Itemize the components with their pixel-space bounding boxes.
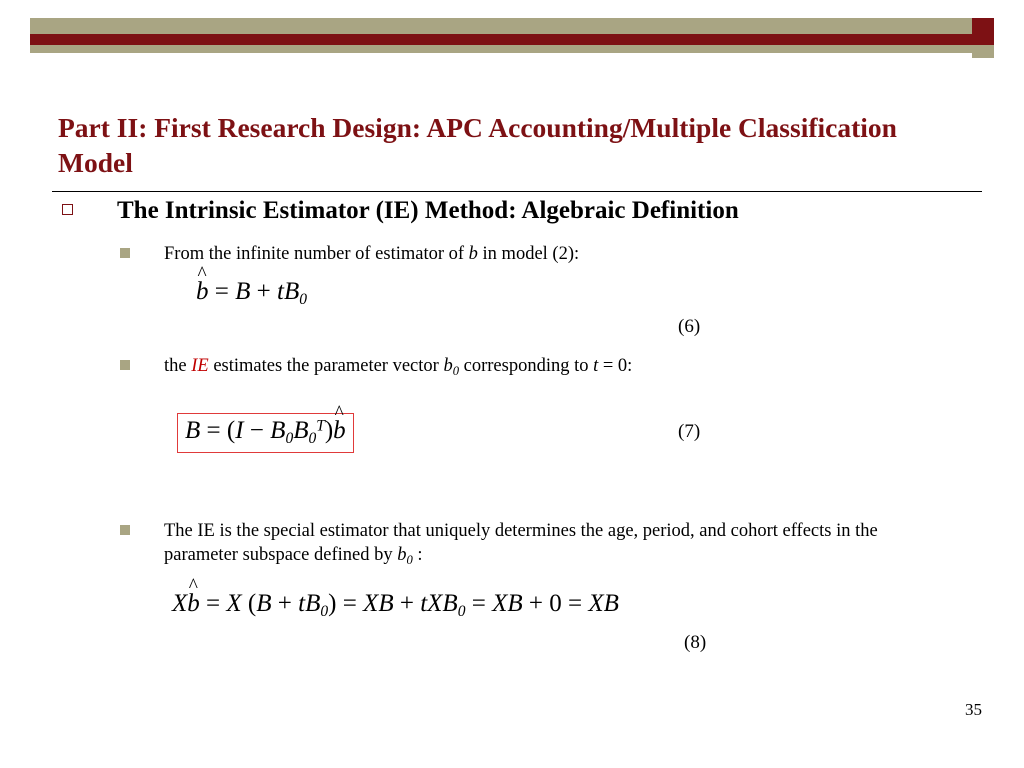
equation-8: Xb ^ = X $(B + tB_0)$ = XB + tXB$_0$ = XB + 0 = XB xyxy=(172,590,619,621)
banner-olive-bottom-bar xyxy=(30,45,994,53)
bullet-3-text-before: The IE is the special estimator that uniquely determines the age, period, and cohort effects in the parameter subspace defined by xyxy=(164,520,878,565)
banner-dark-bar xyxy=(30,34,994,45)
bullet-3-text-after: : xyxy=(412,544,423,565)
banner-dark-square xyxy=(972,18,994,45)
bullet-2-emphasis: IE xyxy=(191,356,209,376)
bullet-2-text-mid: estimates the parameter vector xyxy=(208,356,444,376)
bullet-2-math2: t xyxy=(593,356,599,376)
slide-title: Part II: First Research Design: APC Accounting/Multiple Classification Model xyxy=(58,112,897,178)
equation-6: b ^ = $B + tB_0$ xyxy=(196,278,307,309)
equation-7: $B = (I - B_0B_0^T)b$ ^ xyxy=(177,413,354,453)
title-divider xyxy=(52,191,982,192)
filled-square-bullet-icon xyxy=(120,360,130,370)
equation-7-box xyxy=(177,413,354,453)
bullet-3-text xyxy=(164,519,954,572)
list-item xyxy=(120,242,1024,266)
equation-8-row xyxy=(0,590,1024,660)
bullet-2-text xyxy=(164,354,954,383)
filled-square-bullet-icon xyxy=(120,525,130,535)
slide-body xyxy=(0,196,1024,660)
page-number: 35 xyxy=(965,700,982,719)
bullet-1-math: b xyxy=(468,244,478,264)
bullet-3-math: b xyxy=(397,544,407,565)
section-heading-label: The Intrinsic Estimator (IE) Method: Algebraic Definition xyxy=(117,197,739,224)
bullet-3-math-sub: 0 xyxy=(406,552,413,567)
equation-6-number: (6) xyxy=(678,316,701,337)
banner-olive-top-bar xyxy=(30,18,994,34)
bullet-2-text-end: = 0: xyxy=(598,356,633,376)
bullet-1-text-before: From the infinite number of estimator of xyxy=(164,244,469,264)
bullet-2-text-after: corresponding to xyxy=(459,356,594,376)
section-heading xyxy=(62,196,1024,226)
list-item xyxy=(120,354,1024,383)
equation-7-row xyxy=(0,403,1024,493)
list-item xyxy=(120,519,1024,572)
slide-banner xyxy=(0,0,1024,62)
bullet-1-text xyxy=(164,242,954,266)
bullet-2-math: b xyxy=(443,356,453,376)
bullet-1-text-after: in model (2): xyxy=(477,244,580,264)
equation-8-number: (8) xyxy=(684,631,707,653)
banner-olive-square xyxy=(972,45,994,58)
bullet-2-math-sub: 0 xyxy=(452,363,459,378)
filled-square-bullet-icon xyxy=(120,248,130,258)
equation-7-number: (7) xyxy=(678,420,701,442)
bullet-2-text-before: the xyxy=(164,356,192,376)
equation-6-row xyxy=(0,278,1024,342)
hollow-square-bullet-icon xyxy=(62,204,73,215)
